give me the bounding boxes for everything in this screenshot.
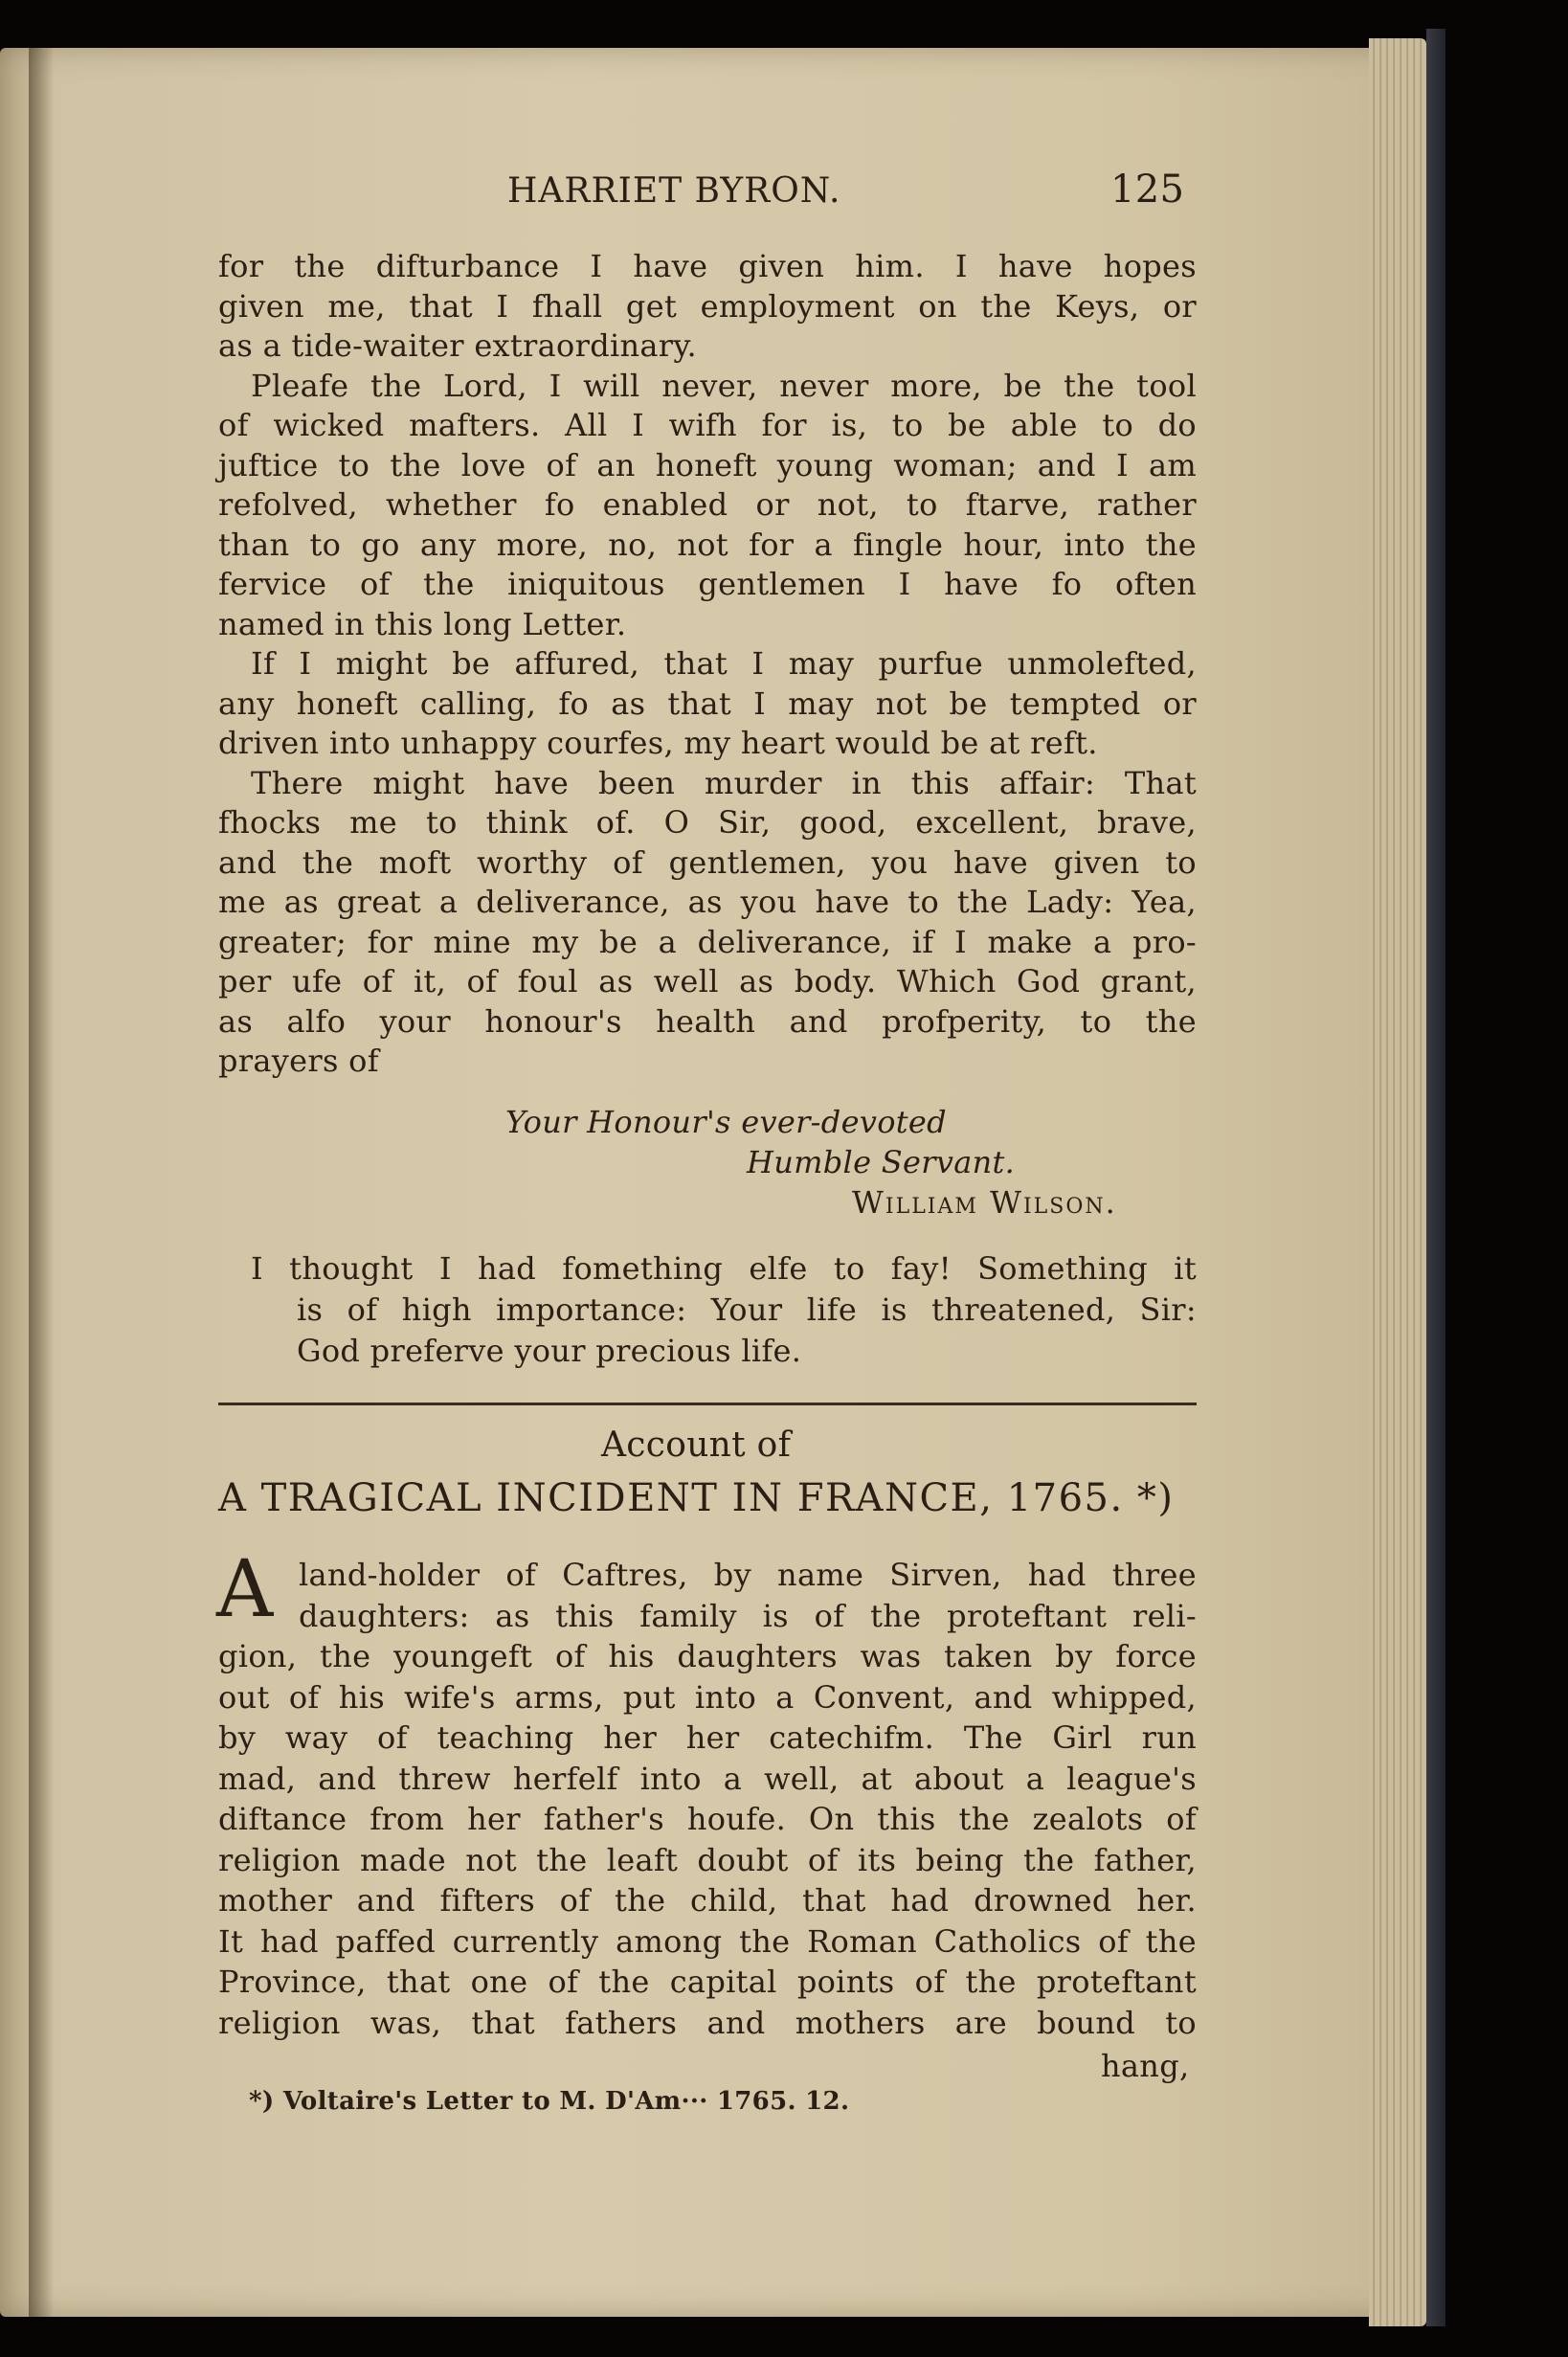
letter-line: fhocks me to think of. O Sir, good, excellent, brave, [218,804,1197,841]
letter-line: driven into unhappy courfes, my heart would be at reft. [218,725,1098,761]
catchword: hang, [1101,2048,1190,2084]
section-line: gion, the youngeft of his daughters was taken by force [218,1638,1197,1674]
section-kicker: Account of [601,1425,792,1465]
postscript-line: I thought I had fomething elfe to fay! Something it [251,1250,1197,1287]
section-line: land-holder of Caftres, by name Sirven, had three [299,1557,1197,1593]
section-line: daughters: as this family is of the proteftant reli- [299,1597,1197,1634]
section-line: by way of teaching her her catechifm. The Girl run [218,1719,1197,1756]
letter-line: and the moft worthy of gentlemen, you have given to [218,843,1197,881]
section-line: religion made not the leaft doubt of its being the father, [218,1841,1197,1878]
letter-line: than to go any more, no, not for a fingle hour, into the [218,526,1197,563]
letter-line: any honeft calling, fo as that I may not be tempted or [218,685,1197,722]
letter-line: as a tide-waiter extraordinary. [218,327,698,364]
letter-line: given me, that I fhall get employment on the Keys, or [218,287,1197,325]
signoff-line-1: Your Honour's ever-devoted [505,1104,947,1140]
letter-line: Pleafe the Lord, I will never, never more, be the tool [251,367,1197,404]
section-line: out of his wife's arms, put into a Convent, and whipped, [218,1678,1197,1716]
letter-line: per ufe of it, of foul as well as body. Which God grant, [218,963,1197,999]
letter-line: refolved, whether fo enabled or not, to ftarve, rather [218,486,1197,523]
signoff-line-2: Humble Servant. [747,1144,1016,1180]
letter-line: for the difturbance I have given him. I have hopes [218,248,1197,284]
letter-line: of wicked mafters. All I wifh for is, to be able to do [218,407,1197,443]
letter-line: If I might be affured, that I may purfue unmolefted, [251,645,1197,682]
section-line: It had paffed currently among the Roman Catholics of the [218,1922,1197,1960]
postscript-line: is of high importance: Your life is threatened, Sir: [297,1291,1197,1328]
section-line: Province, that one of the capital points of the proteftant [218,1964,1197,2000]
letter-line: me as great a deliverance, as you have to the Lady: Yea, [218,884,1197,920]
section-divider [218,1403,1197,1405]
section-line: mad, and threw herfelf into a well, at about a league's [218,1760,1197,1797]
section-line: religion was, that fathers and mothers are bound to [218,2004,1197,2041]
letter-line: juftice to the love of an honeft young woman; and I am [218,446,1197,483]
footnote: *) Voltaire's Letter to M. D'Am··· 1765. 12. [249,2087,850,2116]
page-number: 125 [1110,168,1185,212]
running-header: HARRIET BYRON. [507,171,841,211]
letter-line: prayers of [218,1043,379,1079]
letter-line: fervice of the iniquitous gentlemen I have fo often [218,566,1197,602]
section-line: diftance from her father's houfe. On this the zealots of [218,1801,1197,1837]
postscript-line: God preferve your precious life. [297,1333,802,1369]
letter-line: as alfo your honour's health and profperity, to the [218,1002,1197,1040]
section-line: mother and fifters of the child, that had drowned her. [218,1882,1197,1919]
letter-line: greater; for mine my be a deliverance, if I make a pro- [218,923,1197,960]
section-title: A TRAGICAL INCIDENT IN FRANCE, 1765. *) [218,1476,1175,1520]
drop-cap: A [216,1544,274,1635]
letter-line: There might have been murder in this affair: That [251,764,1197,801]
signature: William Wilson. [852,1184,1117,1221]
letter-line: named in this long Letter. [218,605,627,642]
